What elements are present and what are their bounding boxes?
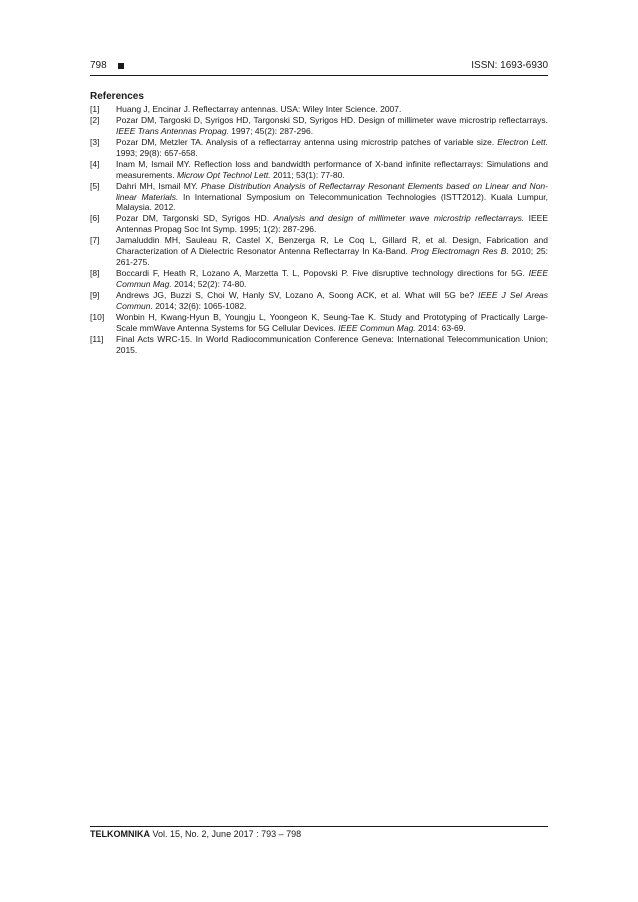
reference-item: [90, 312, 548, 334]
reference-number: [6]: [90, 213, 100, 224]
reference-source: Analysis and design of millimeter wave microstrip reflectarrays.: [273, 213, 525, 224]
reference-segment: Andrews JG, Buzzi S, Choi W, Hanly SV, Lozano A, Soong ACK, et al. What will 5G be?: [116, 289, 479, 300]
reference-item: [90, 137, 548, 159]
reference-item: [90, 115, 548, 137]
reference-number: [8]: [90, 268, 100, 279]
reference-segment: 2014; 32(6): 1065-1082.: [152, 300, 247, 311]
reference-segment: Dahri MH, Ismail MY.: [116, 180, 201, 191]
reference-item: [90, 104, 548, 115]
reference-segment: 1997; 45(2): 287-296.: [228, 125, 314, 136]
reference-source: Electron Lett.: [497, 136, 548, 147]
reference-segment: Jamaluddin MH, Sauleau R, Castel X, Benzerga R, Le Coq L, Gillard R, et al. Design, Fabrication and Characterization of A Dielectric Resonator Antenna Reflectarray In Ka-Band.: [116, 235, 548, 257]
reference-item: [90, 334, 548, 356]
reference-text: [116, 268, 548, 290]
page-footer: [90, 829, 301, 839]
reference-segment: Boccardi F, Heath R, Lozano A, Marzetta T. L, Popovski P. Five disruptive technology directions for 5G.: [116, 268, 529, 279]
reference-number: [1]: [90, 104, 100, 114]
reference-text: [116, 137, 548, 159]
reference-segment: Wonbin H, Kwang-Hyun B, Youngju L, Yoongeon K, Seung-Tae K. Study and Prototyping of Practically Large-Scale mmWave Antenna Systems for 5G Cellular Devices.: [116, 311, 548, 333]
reference-text: [116, 181, 548, 213]
reference-segment: In International Symposium on Telecommunication Technologies (ISTT2012). Kuala Lumpur, Malaysia. 2012.: [116, 191, 548, 213]
references-heading: References: [90, 91, 144, 102]
reference-segment: Inam M, Ismail MY. Reflection loss and bandwidth performance of X-band infinite reflectarrays: Simulations and measurements.: [116, 158, 548, 180]
reference-segment: 2010; 25: 261-275.: [116, 246, 549, 267]
reference-source: Prog Electromagn Res B.: [410, 246, 509, 257]
reference-item: [90, 213, 548, 235]
header-divider: [90, 75, 548, 76]
reference-item: [90, 181, 548, 213]
reference-source: IEEE Commun Mag.: [338, 322, 416, 333]
reference-text: [116, 115, 548, 137]
journal-name: TELKOMNIKA: [90, 829, 150, 839]
reference-number: [11]: [90, 333, 104, 344]
reference-item: [90, 290, 548, 312]
square-bullet-icon: [118, 63, 124, 69]
reference-segment: 2014: 63-69.: [415, 322, 466, 333]
reference-text: [116, 290, 548, 312]
reference-segment: IEEE Antennas Propag Soc Int Symp. 1995; 1(2): 287-296.: [116, 213, 548, 235]
reference-source: Microw Opt Technol Lett.: [176, 169, 271, 180]
reference-item: [90, 235, 548, 267]
reference-source: Phase Distribution Analysis of Reflectarray Resonant Elements based on Linear and Non-linear Materials.: [116, 180, 548, 202]
reference-source: IEEE Commun Mag.: [116, 268, 548, 289]
reference-source: IEEE Trans Antennas Propag.: [116, 125, 229, 136]
reference-segment: 2014; 52(2): 74-80.: [171, 278, 247, 289]
reference-number: [10]: [90, 311, 105, 322]
reference-number: [9]: [90, 289, 100, 300]
reference-number: [4]: [90, 158, 100, 169]
reference-number: [2]: [90, 115, 100, 126]
reference-segment: Pozar DM, Metzler TA. Analysis of a reflectarray antenna using microstrip patches of variable size.: [116, 136, 498, 147]
reference-item: [90, 268, 548, 290]
footer-divider: [90, 826, 548, 827]
reference-text: [116, 213, 548, 235]
reference-segment: 1993; 29(8): 657-658.: [116, 147, 198, 158]
reference-number: [5]: [90, 180, 100, 191]
reference-segment: 2011; 53(1): 77-80.: [270, 169, 345, 180]
reference-segment: Pozar DM, Targoski D, Syrigos HD, Targonski SD, Syrigos HD. Design of millimeter wave microstrip reflectarrays.: [116, 115, 548, 126]
reference-source: IEEE J Sel Areas Commun.: [116, 289, 548, 311]
reference-segment: Pozar DM, Targonski SD, Syrigos HD.: [116, 213, 274, 224]
page-number: 798: [90, 60, 107, 71]
issn: ISSN: 1693-6930: [471, 60, 548, 71]
issue-info: Vol. 15, No. 2, June 2017 : 793 – 798: [152, 829, 302, 839]
reference-number: [7]: [90, 235, 100, 246]
reference-item: [90, 159, 548, 181]
reference-list: [90, 104, 548, 356]
reference-segment: Final Acts WRC-15. In World Radiocommunication Conference Geneva: International Telecommunication Union; 2015.: [116, 333, 548, 355]
reference-text: [116, 334, 548, 356]
reference-number: [3]: [90, 136, 100, 147]
reference-segment: Huang J, Encinar J. Reflectarray antennas. USA: Wiley Inter Science. 2007.: [116, 104, 402, 114]
reference-text: [116, 312, 548, 334]
page-header: [90, 58, 548, 74]
reference-text: [116, 235, 548, 267]
reference-text: [116, 159, 548, 181]
reference-text: [116, 104, 548, 115]
